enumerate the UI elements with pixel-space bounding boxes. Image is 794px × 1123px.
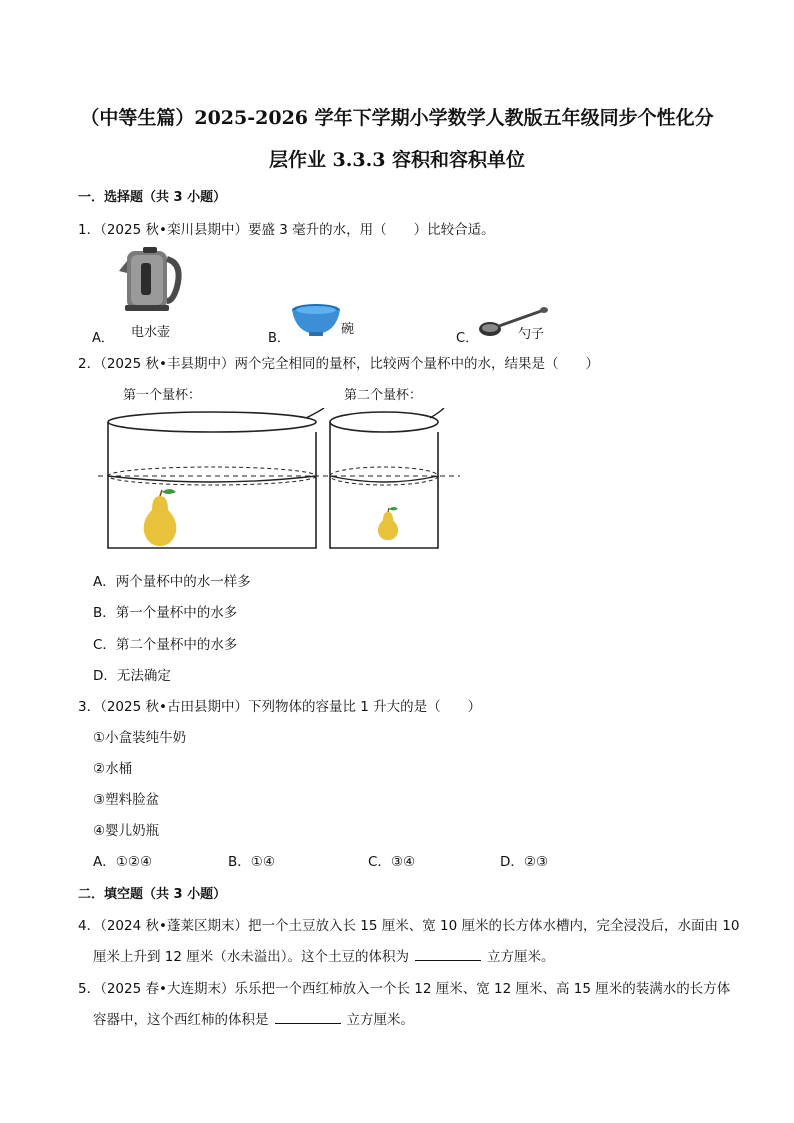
option-c-caption: 勺子 <box>518 327 545 342</box>
q5-answer-blank[interactable] <box>275 1011 341 1024</box>
option-b-letter: B． <box>268 331 290 346</box>
q2-option-b: B．第一个量杯中的水多 <box>93 605 238 621</box>
q2-option-d: D．无法确定 <box>93 668 171 684</box>
section-heading-fill: 二．填空题（共 3 小题） <box>78 887 227 902</box>
kettle-icon <box>119 243 185 317</box>
q5-text-before: 容器中，这个西红柿的体积是 <box>93 1012 269 1028</box>
question-4-line2 <box>93 945 555 965</box>
section-heading-choice: 一．选择题（共 3 小题） <box>78 190 227 205</box>
q4-answer-blank[interactable] <box>415 948 481 961</box>
q4-text-after: 立方厘米。 <box>487 949 555 965</box>
q3-option-d: D．②③ <box>500 854 549 870</box>
q4-text-before: 厘米上升到 12 厘米（水未溢出）。这个土豆的体积为 <box>93 949 410 965</box>
q5-text-after: 立方厘米。 <box>346 1012 414 1028</box>
q3-option-c: C．③④ <box>368 854 416 870</box>
q3-option-a: A．①②④ <box>93 854 153 870</box>
option-b-caption: 碗 <box>341 322 355 337</box>
measuring-cup-1 <box>108 408 324 548</box>
pear-large-icon <box>144 489 177 546</box>
question-5-line1: 5．（2025 春•大连期末）乐乐把一个西红柿放入一个长 12 厘米、宽 12 厘米、高 15 厘米的装满水的长方体 <box>78 981 731 997</box>
question-5-line2 <box>93 1008 414 1028</box>
question-1-stem: 1．（2025 秋•栾川县期中）要盛 3 毫升的水，用（ ）比较合适。 <box>78 222 495 238</box>
question-4-line1: 4．（2024 秋•蓬莱区期末）把一个土豆放入长 15 厘米、宽 10 厘米的长方体水槽内，完全浸没后，水面由 10 <box>78 918 740 934</box>
q2-option-c: C．第二个量杯中的水多 <box>93 637 238 653</box>
q2-option-a: A．两个量杯中的水一样多 <box>93 574 251 590</box>
q3-item-1: ①小盒装纯牛奶 <box>93 730 187 746</box>
cup2-label: 第二个量杯： <box>344 388 423 403</box>
page-title-line1: （中等生篇）2025-2026 学年下学期小学数学人教版五年级同步个性化分 <box>80 107 714 129</box>
cup1-label: 第一个量杯： <box>123 388 202 403</box>
page-title-line2: 层作业 3.3.3 容积和容积单位 <box>268 149 526 171</box>
question-2-stem: 2．（2025 秋•丰县期中）两个完全相同的量杯，比较两个量杯中的水，结果是（ ） <box>78 356 599 372</box>
q3-item-3: ③塑料脸盆 <box>93 792 160 808</box>
q3-item-4: ④婴儿奶瓶 <box>93 823 160 839</box>
q3-item-2: ②水桶 <box>93 761 133 777</box>
pear-small-icon <box>378 507 398 540</box>
question-3-stem: 3．（2025 秋•古田县期中）下列物体的容量比 1 升大的是（ ） <box>78 699 482 715</box>
measuring-cups-figure <box>92 408 472 554</box>
option-c-letter: C． <box>456 331 479 346</box>
option-a-caption: 电水壶 <box>131 325 171 340</box>
option-a-letter: A． <box>92 331 114 346</box>
q3-option-b: B．①④ <box>228 854 275 870</box>
bowl-icon <box>290 303 342 341</box>
